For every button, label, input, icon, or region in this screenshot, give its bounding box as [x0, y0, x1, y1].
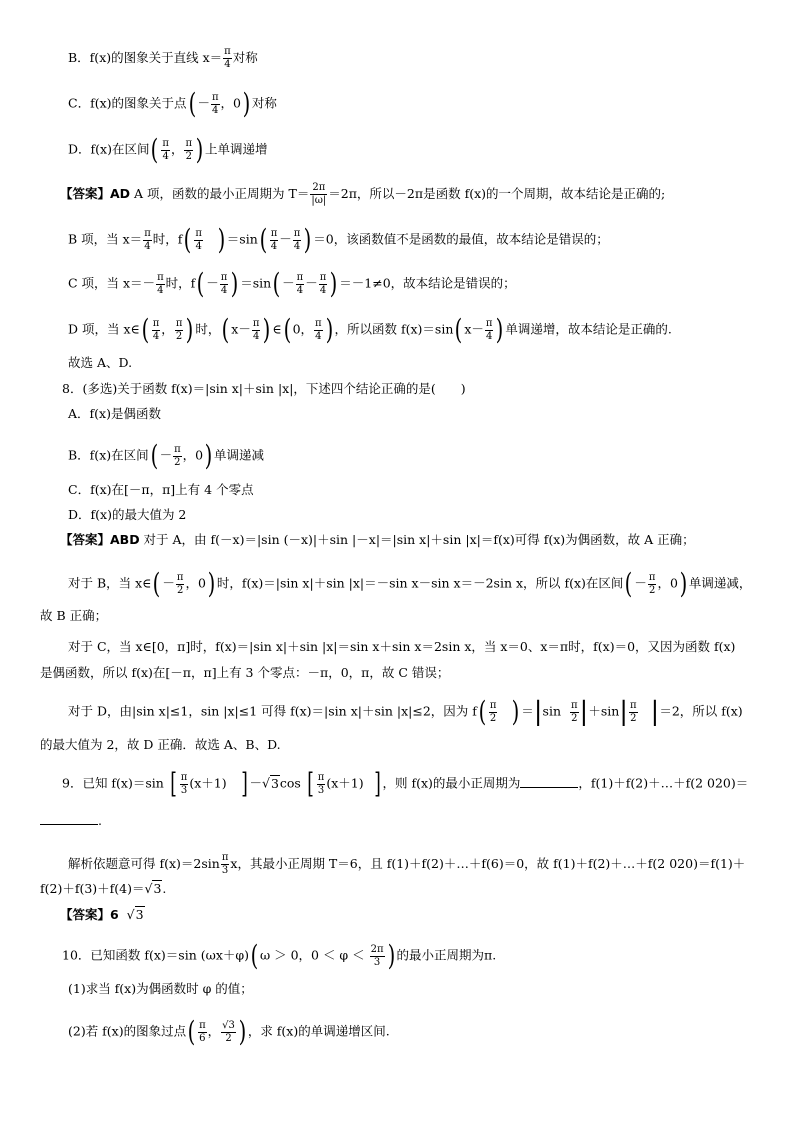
option-d: D．f(x)在区间( $\frac{\pi}{4}$ ， $\frac{\pi}{2}$ ) 上单调递增 [68, 133, 268, 166]
question-8-option-c: C．f(x)在[－π，π]上有 4 个零点 [68, 482, 254, 497]
solution-c-7: C 项，当 x＝－ $\frac{\pi}{4}$ 时，f( － $\frac{\pi}{4}$ ) ＝sin( － $\frac{\pi}{4}$ － $\frac{\pi}{4}$ ) ＝－1≠0，故本结论是错误的； [68, 267, 516, 300]
option-c: C．f(x)的图象关于点( － $\frac{\pi}{4}$ ，0) 对称 [68, 87, 277, 120]
answer-7: 【答案】AD A 项，函数的最小正周期为 T＝ $\frac{2\pi}{|\omega|}$ ＝2π，所以－2π是函数 f(x)的一个周期，故本结论是正确的; [60, 182, 666, 206]
question-9: 9．已知 f(x)＝sin [ $\frac{\pi}{3}$ (x＋1) ] －√3cos [ $\frac{\pi}{3}$ (x＋1) ] ，则 f(x)的最小正周期为 ，f(1)＋f(2)＋…＋f(2 020)＝ [62, 767, 749, 800]
solution-b-8: 对于 B，当 x∈( － $\frac{\pi}{2}$ ，0) 时，f(x)＝|sin x|＋sin |x|＝－sin x－sin x＝－2sin x，所以 f(x)在区间( － $\frac{\pi}{2}$ ，0) 单调递减， [68, 567, 752, 600]
solution-b-8-cont: 故 B 正确； [40, 608, 108, 623]
question-10-part-1: (1)求当 f(x)为偶函数时 φ 的值； [68, 981, 253, 996]
question-10: 10．已知函数 f(x)＝sin (ωx＋φ)( ω ＞ 0，0 ＜ φ ＜ $\frac{2\pi}{3}$ ) 的最小正周期为π. [62, 939, 497, 972]
answer-blank-period [520, 775, 578, 788]
solution-c-8: 对于 C，当 x∈[0，π]时，f(x)＝|sin x|＋sin |x|＝sin x＋sin x＝2sin x，当 x＝0、x＝π时，f(x)＝0，又因为函数 f(x) [68, 639, 736, 654]
selection-7: 故选 A、D. [68, 355, 133, 370]
answer-8: 【答案】ABD 对于 A，由 f(－x)＝|sin (－x)|＋sin |－x|＝|sin x|＋sin |x|＝f(x)可得 f(x)为偶函数，故 A 正确； [60, 532, 695, 547]
question-8-option-a: A．f(x)是偶函数 [68, 406, 161, 421]
solution-9-cont: f(2)＋f(3)＋f(4)＝√3. [40, 881, 167, 896]
solution-c-8-cont: 是偶函数，所以 f(x)在[－π，π]上有 3 个零点：－π，0，π，故 C 错误； [40, 665, 450, 680]
question-8-option-b: B．f(x)在区间( － $\frac{\pi}{2}$ ，0) 单调递减 [68, 439, 265, 472]
solution-b-7: B 项，当 x＝ $\frac{\pi}{4}$ 时，f( $\frac{\pi}{4}$ ) ＝sin( $\frac{\pi}{4}$ － $\frac{\pi}{4}$ ) ＝0，该函数值不是函数的最值，故本结论是错误的； [68, 223, 609, 256]
solution-d-8: 对于 D，由|sin x|≤1，sin |x|≤1 可得 f(x)＝|sin x|＋sin |x|≤2，因为 f( $\frac{\pi}{2}$ ) ＝|sin $\frac{\pi}{2}$ |＋sin| $\frac{\pi}{2}$ |＝2，所以 f(x) [68, 695, 743, 728]
question-10-part-2: (2)若 f(x)的图象过点( $\frac{\pi}{6}$ ， $\frac{√3}{2}$ ) ，求 f(x)的单调递增区间. [68, 1015, 390, 1048]
question-8: 8．(多选)关于函数 f(x)＝|sin x|＋sin |x|，下述四个结论正确的是( ) [62, 381, 466, 396]
question-8-option-d: D．f(x)的最大值为 2 [68, 507, 187, 522]
solution-9: 解析依题意可得 f(x)＝2sin $\frac{\pi}{3}$ x，其最小正周期 T＝6，且 f(1)＋f(2)＋…＋f(6)＝0，故 f(1)＋f(2)＋…＋f(2 020)＝f(1)＋ [68, 852, 746, 876]
solution-d-7: D 项，当 x∈( $\frac{\pi}{4}$ ， $\frac{\pi}{2}$ ) 时，( x－ $\frac{\pi}{4}$ ) ∈( 0， $\frac{\pi}{4}$ ) ，所以函数 f(x)＝sin( x－ $\frac{\pi}{4}$ ) 单调递增，故本结论是正确的. [68, 313, 672, 346]
answer-blank-sum [40, 812, 98, 825]
answer-9: 【答案】6 √3 [60, 907, 144, 922]
question-9-cont: . [40, 812, 102, 830]
solution-d-8-cont: 的最大值为 2，故 D 正确．故选 A、B、D. [40, 737, 281, 752]
option-b: B．f(x)的图象关于直线 x＝ $\frac{\pi}{4}$ 对称 [68, 46, 258, 70]
